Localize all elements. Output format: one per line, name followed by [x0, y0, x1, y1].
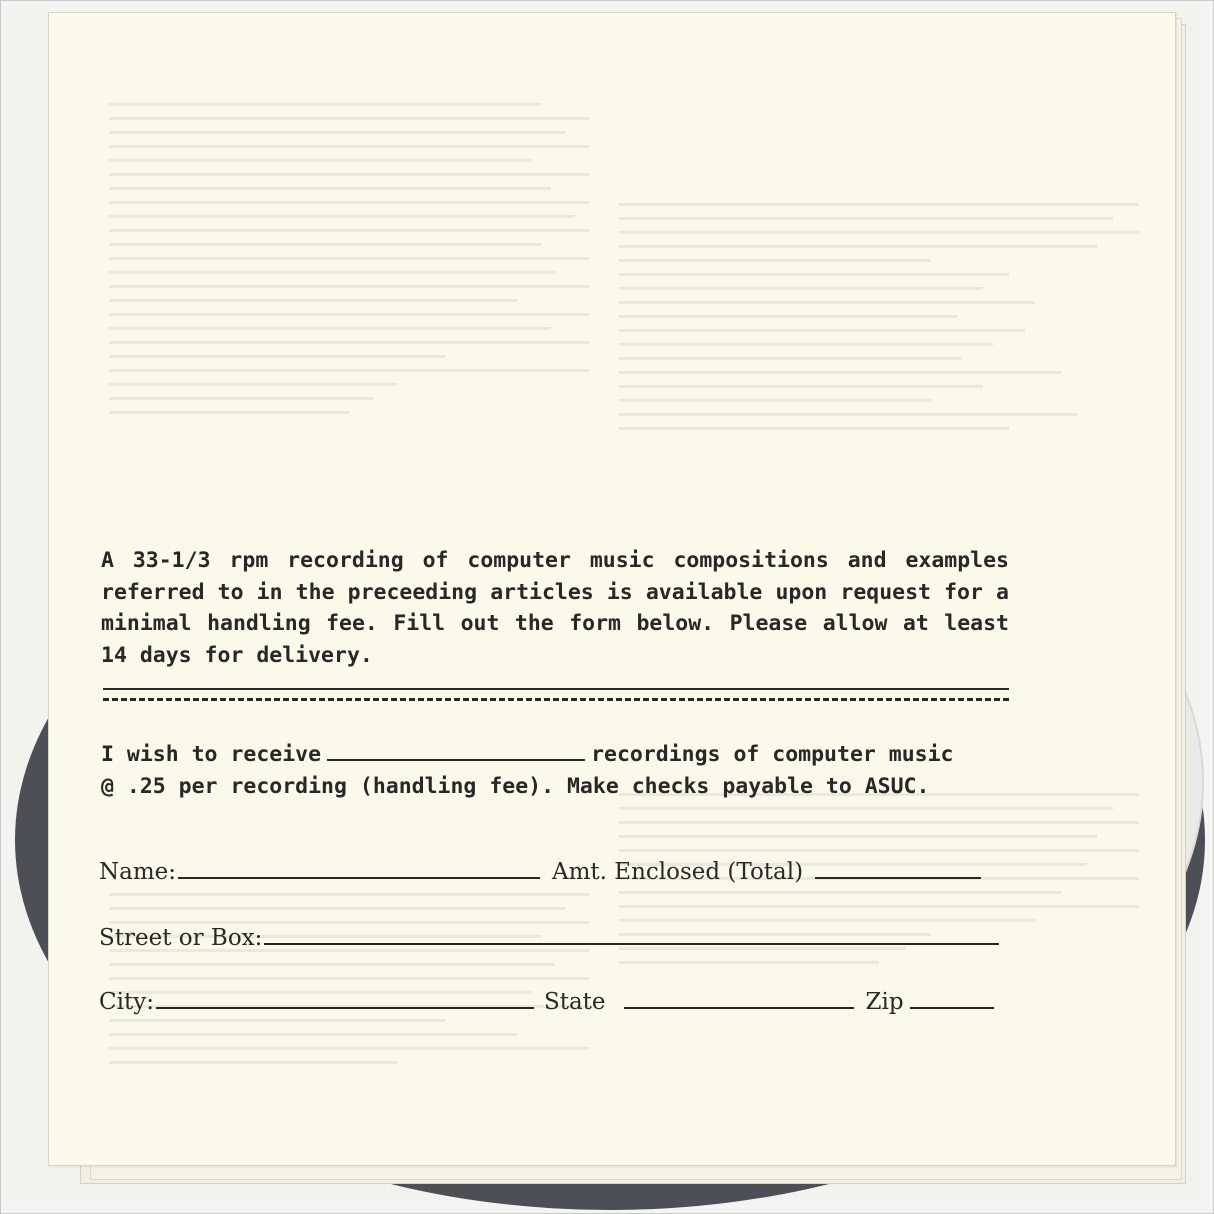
order-suffix: recordings of computer music: [591, 742, 954, 767]
city-row: [99, 989, 994, 1015]
order-statement: [101, 739, 1009, 803]
order-line-2: @ .25 per recording (handling fee). Make checks payable to ASUC.: [101, 774, 930, 799]
city-label: City:: [99, 989, 154, 1015]
insert-page: [48, 12, 1176, 1166]
bleed-through-left: [109, 103, 589, 425]
state-field[interactable]: [624, 989, 854, 1009]
bleed-through-right: [619, 203, 1139, 441]
intro-paragraph: A 33-1/3 rpm recording of computer music compositions and examples referred to in the preceeding articles is available upon request for a minimal handling fee. Fill out the form below. Please allow at least 14 days for delivery.: [101, 548, 1009, 668]
order-prefix: I wish to receive: [101, 742, 322, 767]
zip-field[interactable]: [910, 989, 994, 1009]
bleed-through-bottom-left: [109, 893, 589, 1075]
state-label: State: [543, 989, 606, 1015]
street-label: Street or Box:: [99, 925, 263, 951]
amount-field[interactable]: [815, 859, 981, 879]
city-field[interactable]: [156, 989, 534, 1009]
cut-line-solid: [103, 688, 1009, 690]
quantity-blank[interactable]: [327, 739, 585, 761]
street-row: [99, 925, 999, 951]
name-field[interactable]: [178, 859, 540, 879]
name-row: [99, 859, 981, 885]
amount-label: Amt. Enclosed (Total): [552, 859, 804, 885]
cut-line-dashed: [103, 698, 1009, 701]
zip-label: Zip: [865, 989, 904, 1015]
street-field[interactable]: [264, 925, 999, 945]
name-label: Name:: [99, 859, 177, 885]
